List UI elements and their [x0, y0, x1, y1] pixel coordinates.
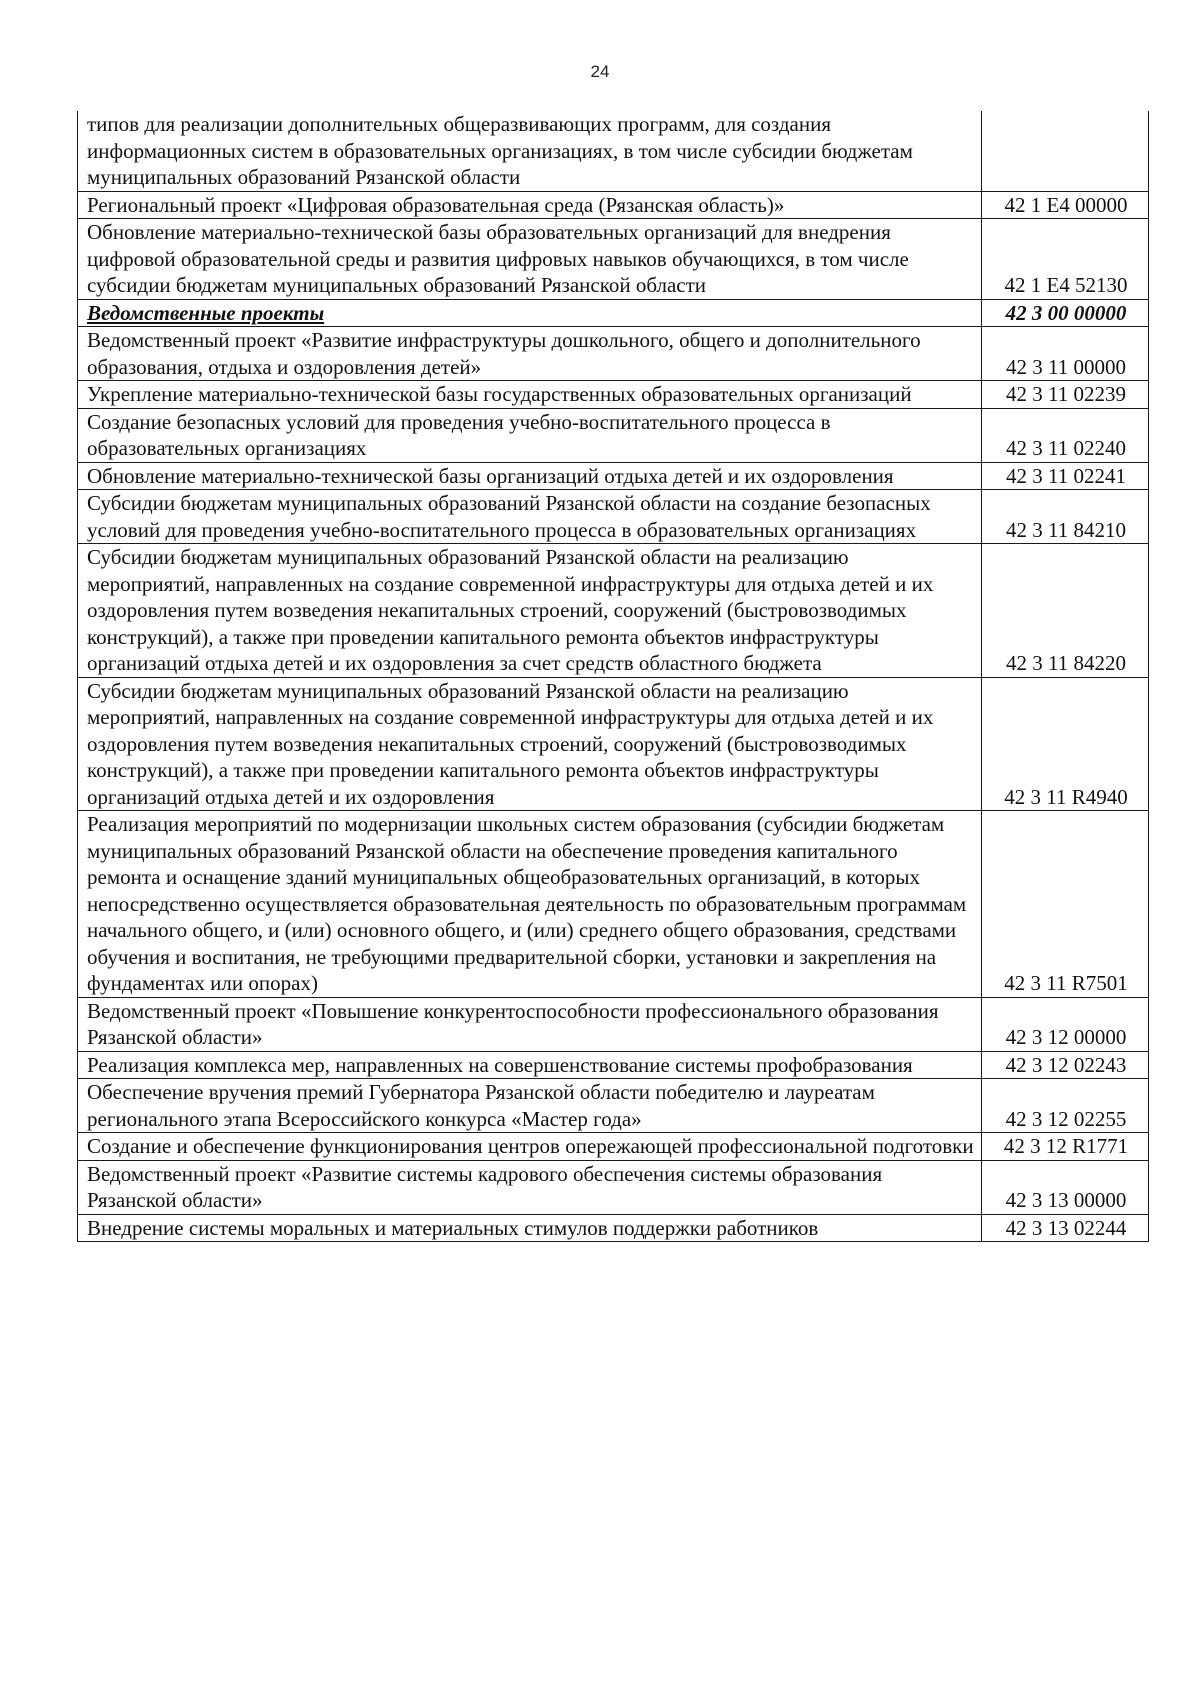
item-name-cell: Обновление материально-технической базы организаций отдыха детей и их оздоровления	[78, 462, 982, 490]
table-body	[78, 111, 1149, 1242]
table-row	[78, 1214, 1149, 1242]
table-row	[78, 811, 1149, 998]
table-row	[78, 677, 1149, 811]
table-row	[78, 219, 1149, 300]
table-row	[78, 1133, 1149, 1161]
item-name-cell: Обновление материально-технической базы образовательных организаций для внедрения цифровой образовательной среды и развития цифровых навыков обучающихся, в том числе субсидии бюджетам муниципальных образований Рязанской области	[78, 219, 982, 300]
table-row	[78, 111, 1149, 191]
item-name-cell: Создание и обеспечение функционирования центров опережающей профессиональной подготовки	[78, 1133, 982, 1161]
item-code-cell: 42 3 12 02255	[982, 1079, 1149, 1133]
item-code-cell: 42 3 11 02240	[982, 408, 1149, 462]
item-code-cell: 42 3 13 02244	[982, 1214, 1149, 1242]
section-code-cell: 42 3 00 00000	[982, 299, 1149, 327]
budget-classification-table	[77, 111, 1149, 1242]
item-name-cell: Ведомственный проект «Повышение конкурентоспособности профессионального образования Рязанской области»	[78, 997, 982, 1051]
table-row	[78, 544, 1149, 678]
item-code-cell	[982, 111, 1149, 191]
table-row	[78, 408, 1149, 462]
item-code-cell: 42 3 12 R1771	[982, 1133, 1149, 1161]
item-name-cell: Реализация комплекса мер, направленных на совершенствование системы профобразования	[78, 1051, 982, 1079]
table-row	[78, 327, 1149, 381]
table-row	[78, 1160, 1149, 1214]
item-name-cell: Внедрение системы моральных и материальных стимулов поддержки работников	[78, 1214, 982, 1242]
item-name-cell: Укрепление материально-технической базы государственных образовательных организаций	[78, 381, 982, 409]
table-row	[78, 381, 1149, 409]
section-header-row	[78, 299, 1149, 327]
item-code-cell: 42 3 11 84220	[982, 544, 1149, 678]
item-code-cell: 42 1 E4 52130	[982, 219, 1149, 300]
item-name-cell: Субсидии бюджетам муниципальных образований Рязанской области на реализацию мероприятий, направленных на создание современной инфраструктуры для отдыха детей и их оздоровления путем возведения некапитальных строений, сооружений (быстровозводимых конструкций), а также при проведении капитального ремонта объектов инфраструктуры организаций отдыха детей и их оздоровления	[78, 677, 982, 811]
item-name-cell: Субсидии бюджетам муниципальных образований Рязанской области на реализацию мероприятий, направленных на создание современной инфраструктуры для отдыха детей и их оздоровления путем возведения некапитальных строений, сооружений (быстровозводимых конструкций), а также при проведении капитального ремонта объектов инфраструктуры организаций отдыха детей и их оздоровления за счет средств областного бюджета	[78, 544, 982, 678]
item-name-cell: Субсидии бюджетам муниципальных образований Рязанской области на создание безопасных условий для проведения учебно-воспитательного процесса в образовательных организациях	[78, 490, 982, 544]
item-name-cell: типов для реализации дополнительных общеразвивающих программ, для создания информационных систем в образовательных организациях, в том числе субсидии бюджетам муниципальных образований Рязанской области	[78, 111, 982, 191]
item-name-cell: Ведомственный проект «Развитие системы кадрового обеспечения системы образования Рязанской области»	[78, 1160, 982, 1214]
item-name-cell: Реализация мероприятий по модернизации школьных систем образования (субсидии бюджетам муниципальных образований Рязанской области на обеспечение проведения капитального ремонта и оснащение зданий муниципальных общеобразовательных организаций, в которых непосредственно осуществляется образовательная деятельность по образовательным программам начального общего, и (или) основного общего, и (или) среднего общего образования, средствами обучения и воспитания, не требующими предварительной сборки, установки и закрепления на фундаментах или опорах)	[78, 811, 982, 998]
item-name-cell: Создание безопасных условий для проведения учебно-воспитательного процесса в образовательных организациях	[78, 408, 982, 462]
item-code-cell: 42 3 11 02239	[982, 381, 1149, 409]
table-row	[78, 191, 1149, 219]
item-name-cell: Региональный проект «Цифровая образовательная среда (Рязанская область)»	[78, 191, 982, 219]
item-code-cell: 42 3 11 84210	[982, 490, 1149, 544]
section-title-cell: Ведомственные проекты	[78, 299, 982, 327]
table-row	[78, 490, 1149, 544]
item-code-cell: 42 3 11 00000	[982, 327, 1149, 381]
item-code-cell: 42 3 13 00000	[982, 1160, 1149, 1214]
item-code-cell: 42 3 12 02243	[982, 1051, 1149, 1079]
item-code-cell: 42 3 11 R4940	[982, 677, 1149, 811]
item-name-cell: Ведомственный проект «Развитие инфраструктуры дошкольного, общего и дополнительного образования, отдыха и оздоровления детей»	[78, 327, 982, 381]
table-row	[78, 462, 1149, 490]
table-row	[78, 1051, 1149, 1079]
page-number: 24	[590, 62, 610, 81]
item-code-cell: 42 1 E4 00000	[982, 191, 1149, 219]
item-name-cell: Обеспечение вручения премий Губернатора Рязанской области победителю и лауреатам регионального этапа Всероссийского конкурса «Мастер года»	[78, 1079, 982, 1133]
table-row	[78, 1079, 1149, 1133]
item-code-cell: 42 3 11 02241	[982, 462, 1149, 490]
item-code-cell: 42 3 12 00000	[982, 997, 1149, 1051]
table-row	[78, 997, 1149, 1051]
item-code-cell: 42 3 11 R7501	[982, 811, 1149, 998]
